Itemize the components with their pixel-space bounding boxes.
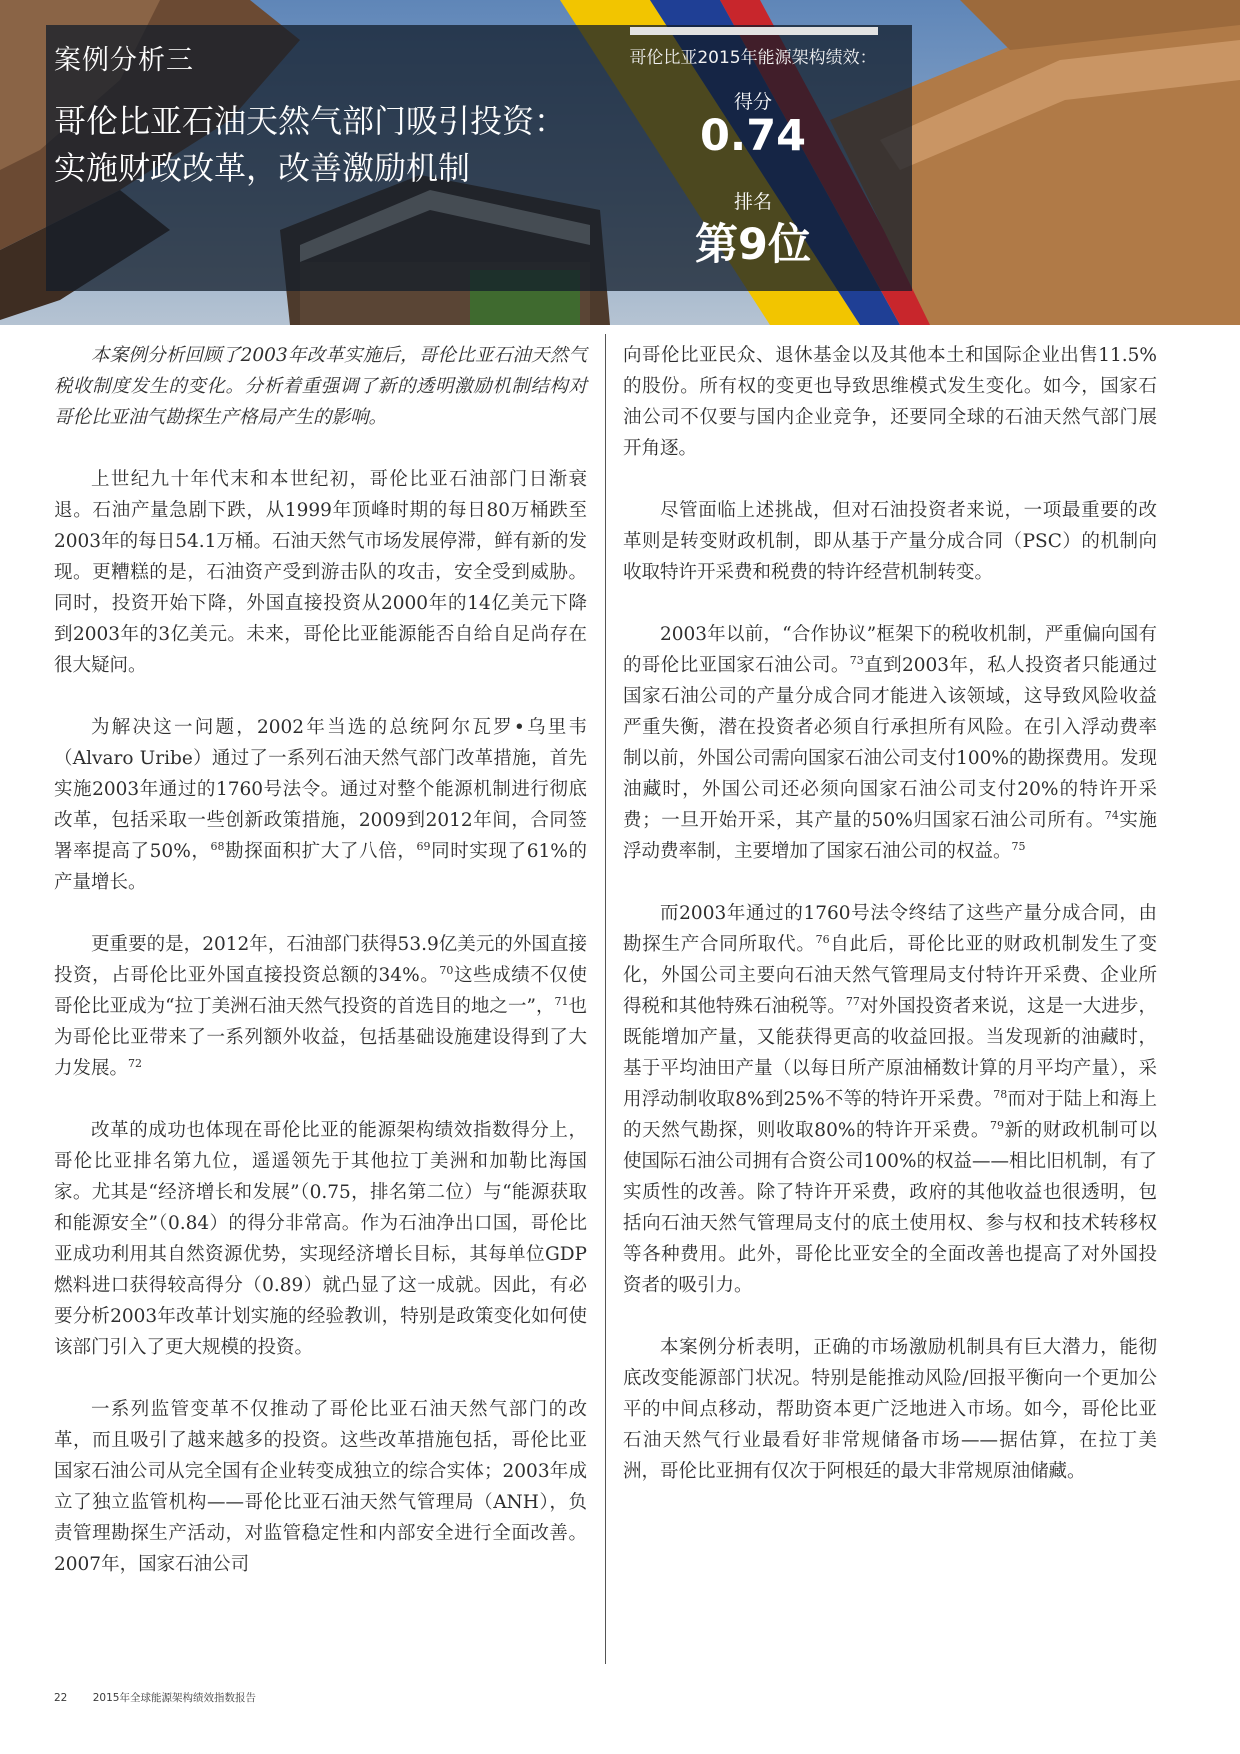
text-run: 对外国投资者来说，这是一大进步，既能增加产量，又能获得更高的收益回报。当发现新的油藏时，基于平均油田产量（以每日所产原油桶数计算的月平均产量），采用浮动制收取8%到25%不等的特许开采费。	[623, 996, 1157, 1110]
panel-heading: 哥伦比亚2015年能源架构绩效：	[629, 48, 877, 68]
text-run: 2003年以前，“合作协议”框架下的税收机制，严重偏向国有的哥伦比亚国家石油公司。	[623, 624, 1157, 676]
paragraph: 尽管面临上述挑战，但对石油投资者来说，一项最重要的改革则是转变财政机制，即从基于产量分成合同（PSC）的机制向收取特许开采费和税费的特许经营机制转变。	[623, 500, 1157, 583]
right-column	[623, 340, 1157, 1518]
paragraph: 改革的成功也体现在哥伦比亚的能源架构绩效指数得分上，哥伦比亚排名第九位，遥遥领先于其他拉丁美洲和加勒比海国家。尤其是“经济增长和发展”（0.75，排名第二位）与“能源获取和能源安全”（0.84）的得分非常高。作为石油净出口国，哥伦比亚成功利用其自然资源优势，实现经济增长目标，其每单位GDP燃料进口获得较高得分（0.89）就凸显了这一成就。因此，有必要分析2003年改革计划实施的经验教训，特别是政策变化如何使该部门引入了更大规模的投资。	[54, 1120, 587, 1358]
left-column	[54, 340, 587, 1611]
text-run: 实施浮动费率制，主要增加了国家石油公司的权益。	[623, 810, 1157, 862]
footnote-ref[interactable]: 72	[128, 1057, 143, 1070]
text-run: 同时实现了61%的产量增长。	[54, 841, 587, 893]
page-footer	[54, 1690, 256, 1705]
footnote-ref[interactable]: 76	[815, 933, 830, 946]
text-run: 更重要的是，2012年，石油部门获得53.9亿美元的外国直接投资，占哥伦比亚外国直接投资总额的34%。	[54, 934, 587, 986]
text-run: 这些成绩不仅使哥伦比亚成为“拉丁美洲石油天然气投资的首选目的地之一”，	[54, 965, 587, 1017]
paragraph-continued: 向哥伦比亚民众、退休基金以及其他本土和国际企业出售11.5%的股份。所有权的变更也导致思维模式发生变化。如今，国家石油公司不仅要与国内企业竞争，还要同全球的石油天然气部门展开角逐。	[623, 345, 1157, 459]
section-label: 案例分析三	[54, 45, 194, 76]
page-number: 22	[54, 1692, 68, 1704]
score-label: 得分	[733, 91, 772, 113]
paragraph: 一系列监管变革不仅推动了哥伦比亚石油天然气部门的改革，而且吸引了越来越多的投资。这些改革措施包括，哥伦比亚国家石油公司从完全国有企业转变成独立的综合实体；2003年成立了独立监管机构——哥伦比亚石油天然气管理局（ANH），负责管理勘探生产活动，对监管稳定性和内部安全进行全面改善。2007年，国家石油公司	[54, 1399, 587, 1575]
footnote-ref[interactable]: 75	[1011, 840, 1026, 853]
text-run: 为解决这一问题，2002年当选的总统阿尔瓦罗•乌里韦（Alvaro Uribe）通过了一系列石油天然气部门改革措施，首先实施2003年通过的1760号法令。通过对整个能源机制进行彻底改革，包括采取一些创新政策措施，2009到2012年间，合同签署率提高了50%，	[54, 717, 587, 862]
paragraph: 本案例分析表明，正确的市场激励机制具有巨大潜力，能彻底改变能源部门状况。特别是能推动风险/回报平衡向一个更加公平的中间点移动，帮助资本更广泛地进入市场。如今，哥伦比亚石油天然气行业最看好非常规储备市场——据估算，在拉丁美洲，哥伦比亚拥有仅次于阿根廷的最大非常规原油储藏。	[623, 1337, 1157, 1482]
text-run: 而对于陆上和海上的天然气勘探，则收取80%的特许开采费。	[623, 1089, 1157, 1141]
performance-panel	[608, 25, 898, 291]
case-title-line-1: 哥伦比亚石油天然气部门吸引投资：	[54, 102, 567, 140]
paragraph	[623, 619, 1157, 867]
footnote-ref[interactable]: 77	[845, 995, 860, 1008]
text-run: 勘探面积扩大了八倍，	[224, 841, 417, 862]
text-run: 也为哥伦比亚带来了一系列额外收益，包括基础设施建设得到了大力发展。	[54, 996, 587, 1079]
footnote-ref[interactable]: 70	[439, 964, 454, 977]
column-divider	[605, 334, 606, 1664]
paragraph	[54, 712, 587, 898]
text-run: 直到2003年，私人投资者只能通过国家石油公司的产量分成合同才能进入该领域，这导致风险收益严重失衡，潜在投资者必须自行承担所有风险。在引入浮动费率制以前，外国公司需向国家石油公司支付100%的勘探费用。发现油藏时，外国公司还必须向国家石油公司支付20%的特许开采费；一旦开始开采，其产量的50%归国家石油公司所有。	[623, 655, 1157, 831]
paragraph: 上世纪九十年代末和本世纪初，哥伦比亚石油部门日渐衰退。石油产量急剧下跌，从1999年顶峰时期的每日80万桶跌至2003年的每日54.1万桶。石油天然气市场发展停滞，鲜有新的发现。更糟糕的是，石油资产受到游击队的攻击，安全受到威胁。同时，投资开始下降，外国直接投资从2000年的14亿美元下降到2003年的3亿美元。未来，哥伦比亚能源能否自给自足尚存在很大疑问。	[54, 469, 587, 676]
footnote-ref[interactable]: 79	[989, 1119, 1004, 1132]
case-title-line-2: 实施财政改革，改善激励机制	[54, 149, 471, 187]
text-run: 而2003年通过的1760号法令终结了这些产量分成合同，由勘探生产合同所取代。	[623, 903, 1157, 955]
text-run: 新的财政机制可以使国际石油公司拥有合资公司100%的权益——相比旧机制，有了实质性的改善。除了特许开采费，政府的其他收益也很透明，包括向石油天然气管理局支付的底土使用权、参与权和技术转移权等各种费用。此外，哥伦比亚安全的全面改善也提高了对外国投资者的吸引力。	[623, 1120, 1157, 1296]
text-run: 自此后，哥伦比亚的财政机制发生了变化，外国公司主要向石油天然气管理局支付特许开采费、企业所得税和其他特殊石油税等。	[623, 934, 1157, 1017]
paragraph	[54, 929, 587, 1084]
footnote-ref[interactable]: 71	[554, 995, 569, 1008]
hero-banner	[0, 0, 1240, 325]
score-value: 0.74	[699, 111, 807, 161]
footnote-ref[interactable]: 74	[1104, 809, 1119, 822]
footnote-ref[interactable]: 73	[849, 654, 864, 667]
case-title	[54, 98, 566, 192]
rank-value: 第9位	[695, 220, 811, 270]
paragraph	[623, 898, 1157, 1301]
footnote-ref[interactable]: 68	[210, 840, 225, 853]
footnote-ref[interactable]: 78	[993, 1088, 1008, 1101]
rank-label: 排名	[733, 191, 772, 213]
intro-paragraph: 本案例分析回顾了2003年改革实施后，哥伦比亚石油天然气税收制度发生的变化。分析着重强调了新的透明激励机制结构对哥伦比亚油气勘探生产格局产生的影响。	[54, 345, 587, 428]
footnote-ref[interactable]: 69	[416, 840, 431, 853]
report-title: 2015年全球能源架构绩效指数报告	[92, 1692, 256, 1704]
panel-top-bar	[630, 27, 878, 35]
